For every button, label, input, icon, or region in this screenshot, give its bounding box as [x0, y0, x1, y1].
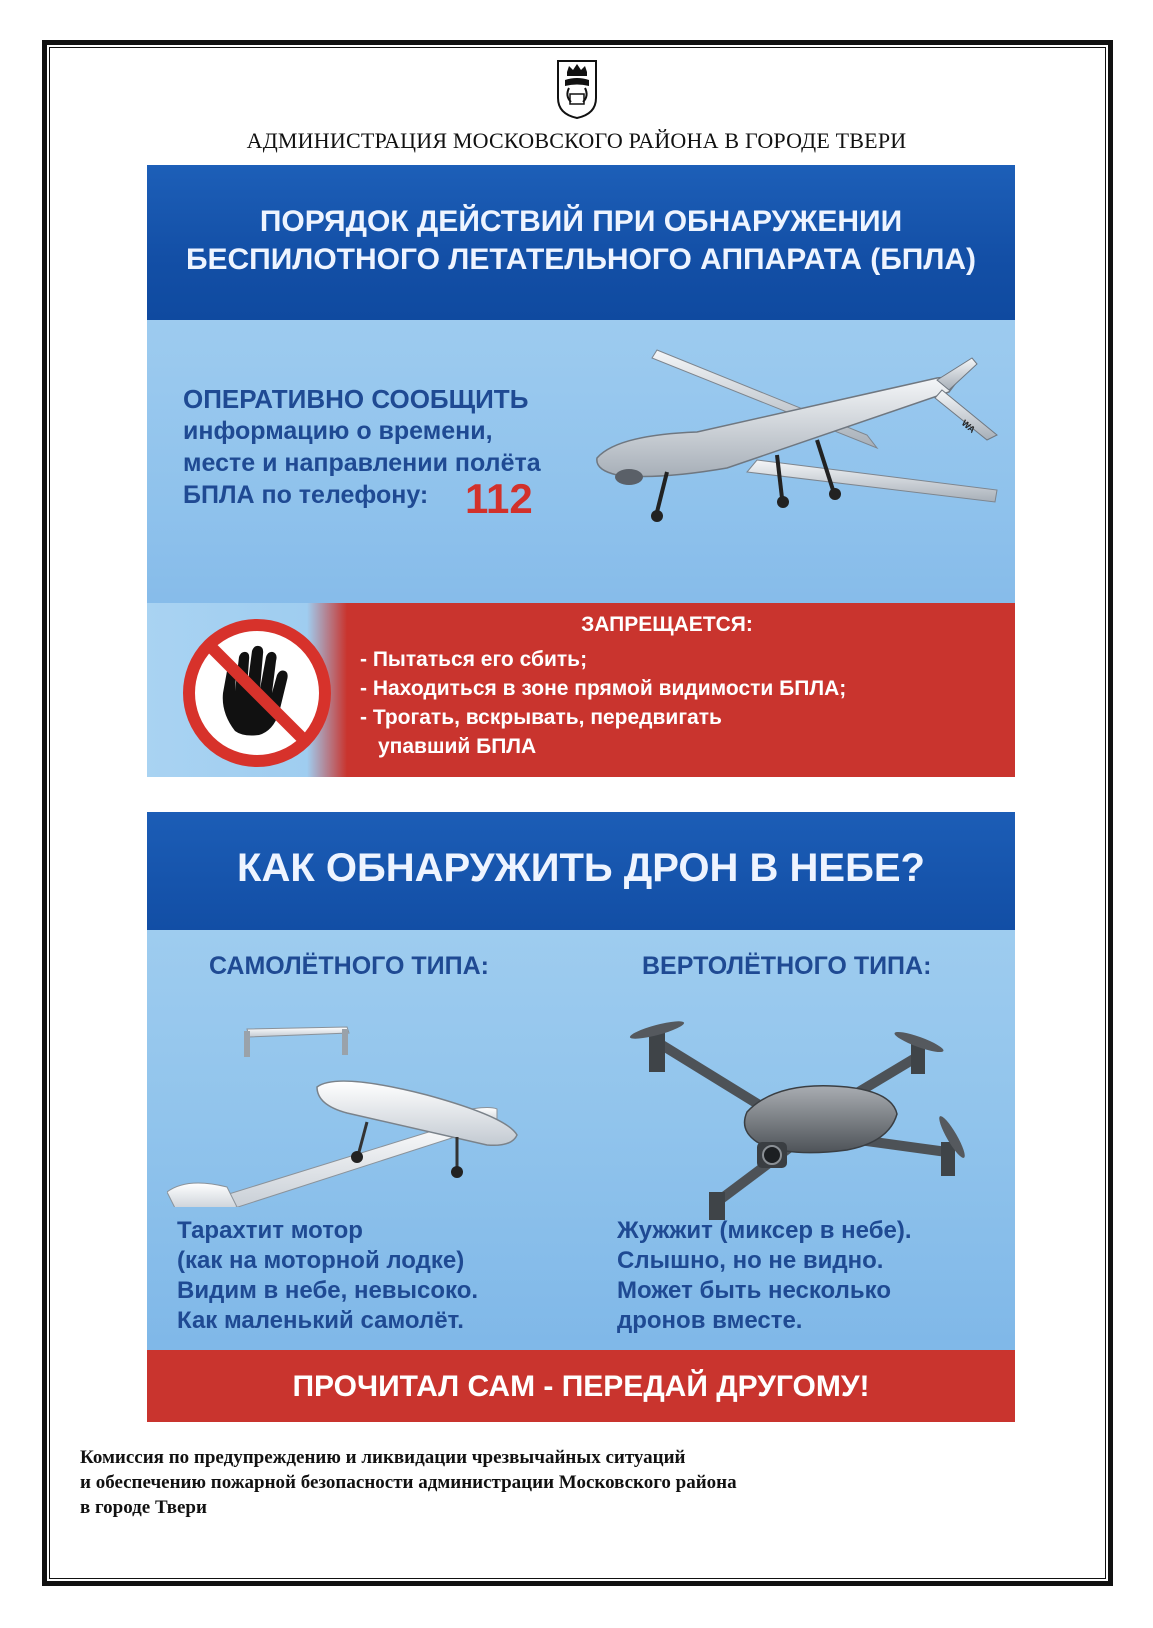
military-uav-icon — [577, 340, 1007, 560]
stop-hand-icon — [177, 613, 337, 773]
forbidden-item: - Находиться в зоне прямой видимости БПЛА; — [360, 677, 847, 700]
banner-line-1: ПОРЯДОК ДЕЙСТВИЙ ПРИ ОБНАРУЖЕНИИ — [259, 205, 903, 238]
report-instructions — [183, 383, 603, 511]
rotorcraft-description — [617, 1216, 997, 1336]
admin-title: АДМИНИСТРАЦИЯ МОСКОВСКОГО РАЙОНА В ГОРОДЕ ТВЕРИ — [246, 128, 907, 153]
fixed-wing-description — [177, 1216, 537, 1336]
report-line-4: БПЛА по телефону: — [183, 481, 429, 509]
fixed-wing-drone-icon — [167, 1017, 537, 1207]
detect-drone-poster — [147, 812, 1015, 1422]
desc-line: Как маленький самолёт. — [177, 1307, 464, 1334]
forbidden-item-continuation: упавший БПЛА — [378, 735, 537, 758]
forbidden-item: - Пытаться его сбить; — [360, 648, 588, 671]
share-band — [147, 1350, 1015, 1422]
rotorcraft-heading: ВЕРТОЛЁТНОГО ТИПА: — [642, 952, 932, 980]
report-line-2: информацию о времени, — [183, 417, 493, 445]
forbidden-item: - Трогать, вскрывать, передвигать — [360, 706, 722, 729]
emergency-phone: 112 — [465, 475, 533, 522]
tail-mark: WA — [959, 417, 978, 435]
banner-line-2: БЕСПИЛОТНОГО ЛЕТАТЕЛЬНОГО АППАРАТА (БПЛА) — [185, 243, 977, 276]
desc-line: дронов вместе. — [617, 1307, 803, 1334]
forbidden-list — [360, 645, 1000, 761]
desc-line: Видим в небе, невысоко. — [177, 1277, 479, 1304]
report-lead: ОПЕРАТИВНО СООБЩИТЬ — [183, 384, 529, 414]
share-slogan: ПРОЧИТАЛ САМ - ПЕРЕДАЙ ДРУГОМУ! — [292, 1370, 870, 1403]
desc-line: Слышно, но не видно. — [617, 1247, 884, 1274]
forbidden-title: ЗАПРЕЩАЕТСЯ: — [581, 613, 753, 636]
footer-line-1: Комиссия по предупреждению и ликвидации чрезвычайных ситуаций — [80, 1447, 686, 1468]
desc-line: Жужжит (миксер в небе). — [617, 1217, 912, 1244]
poster1-banner-title — [147, 203, 1015, 279]
poster2-banner-title: КАК ОБНАРУЖИТЬ ДРОН В НЕБЕ? — [237, 846, 925, 890]
footer-line-2: и обеспечению пожарной безопасности администрации Московского района — [80, 1472, 737, 1493]
poster2-banner — [147, 812, 1015, 930]
desc-line: (как на моторной лодке) — [177, 1247, 465, 1274]
desc-line: Может быть несколько — [617, 1277, 891, 1304]
report-line-3: месте и направлении полёта — [183, 449, 541, 477]
desc-line: Тарахтит мотор — [177, 1217, 363, 1244]
fixed-wing-heading: САМОЛЁТНОГО ТИПА: — [209, 952, 489, 980]
footer-line-3: в городе Твери — [80, 1497, 207, 1518]
commission-signature — [80, 1445, 980, 1520]
bpla-actions-poster — [147, 165, 1015, 777]
poster1-banner — [147, 165, 1015, 320]
quadcopter-icon — [627, 1002, 977, 1222]
tver-coat-of-arms-icon — [555, 58, 599, 120]
